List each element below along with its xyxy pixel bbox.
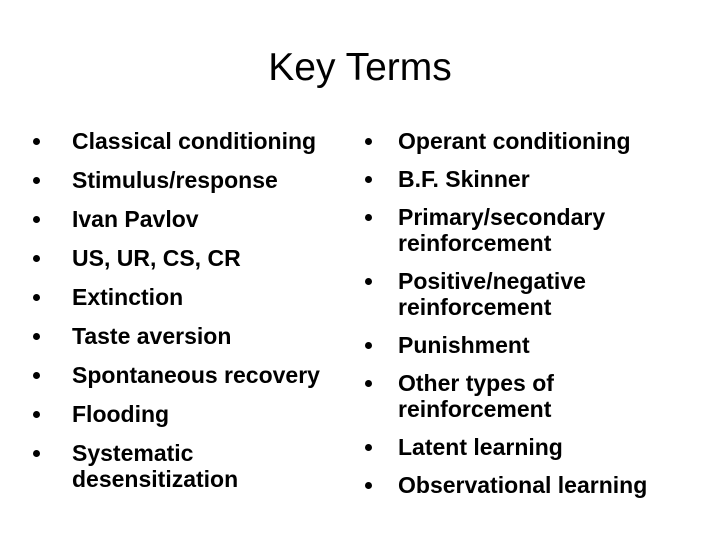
- list-item: [362, 370, 712, 422]
- term-text: Other types of reinforcement: [398, 370, 554, 422]
- bullet-icon: [30, 362, 42, 388]
- list-item: [30, 128, 360, 154]
- term-text: Stimulus/response: [72, 167, 278, 193]
- term-text: Classical conditioning: [72, 128, 317, 154]
- bullet-icon: [362, 472, 374, 498]
- term-text: Primary/secondary reinforcement: [398, 204, 606, 256]
- bullet-icon: [30, 245, 42, 271]
- term-text: Operant conditioning: [398, 128, 631, 154]
- right-term-list: [362, 128, 712, 510]
- list-item: [30, 401, 360, 427]
- term-text: Spontaneous recovery: [72, 362, 320, 388]
- bullet-icon: [30, 167, 42, 193]
- term-text: Ivan Pavlov: [72, 206, 199, 232]
- list-item: [30, 206, 360, 232]
- term-text: Positive/negative reinforcement: [398, 268, 586, 320]
- slide-title: Key Terms: [268, 46, 452, 89]
- list-item: [362, 434, 712, 460]
- bullet-icon: [362, 434, 374, 460]
- term-text: Punishment: [398, 332, 530, 358]
- list-item: [362, 332, 712, 358]
- bullet-icon: [30, 128, 42, 154]
- list-item: [30, 362, 360, 388]
- list-item: [30, 245, 360, 271]
- term-text: Observational learning: [398, 472, 648, 498]
- bullet-icon: [30, 440, 42, 466]
- list-item: [362, 128, 712, 154]
- bullet-icon: [30, 401, 42, 427]
- term-text: US, UR, CS, CR: [72, 245, 241, 271]
- list-item: [362, 268, 712, 320]
- bullet-icon: [362, 370, 374, 396]
- bullet-icon: [30, 206, 42, 232]
- bullet-icon: [30, 323, 42, 349]
- term-text: Taste aversion: [72, 323, 232, 349]
- list-item: [30, 440, 360, 492]
- bullet-icon: [362, 332, 374, 358]
- term-text: B.F. Skinner: [398, 166, 530, 192]
- term-text: Extinction: [72, 284, 184, 310]
- bullet-icon: [362, 166, 374, 192]
- list-item: [362, 472, 712, 498]
- term-text: Flooding: [72, 401, 170, 427]
- list-item: [30, 284, 360, 310]
- term-text: Systematic desensitization: [72, 440, 239, 492]
- bullet-icon: [362, 268, 374, 294]
- list-item: [30, 323, 360, 349]
- left-term-list: [30, 128, 360, 505]
- list-item: [362, 166, 712, 192]
- bullet-icon: [30, 284, 42, 310]
- term-text: Latent learning: [398, 434, 563, 460]
- bullet-icon: [362, 128, 374, 154]
- list-item: [30, 167, 360, 193]
- bullet-icon: [362, 204, 374, 230]
- list-item: [362, 204, 712, 256]
